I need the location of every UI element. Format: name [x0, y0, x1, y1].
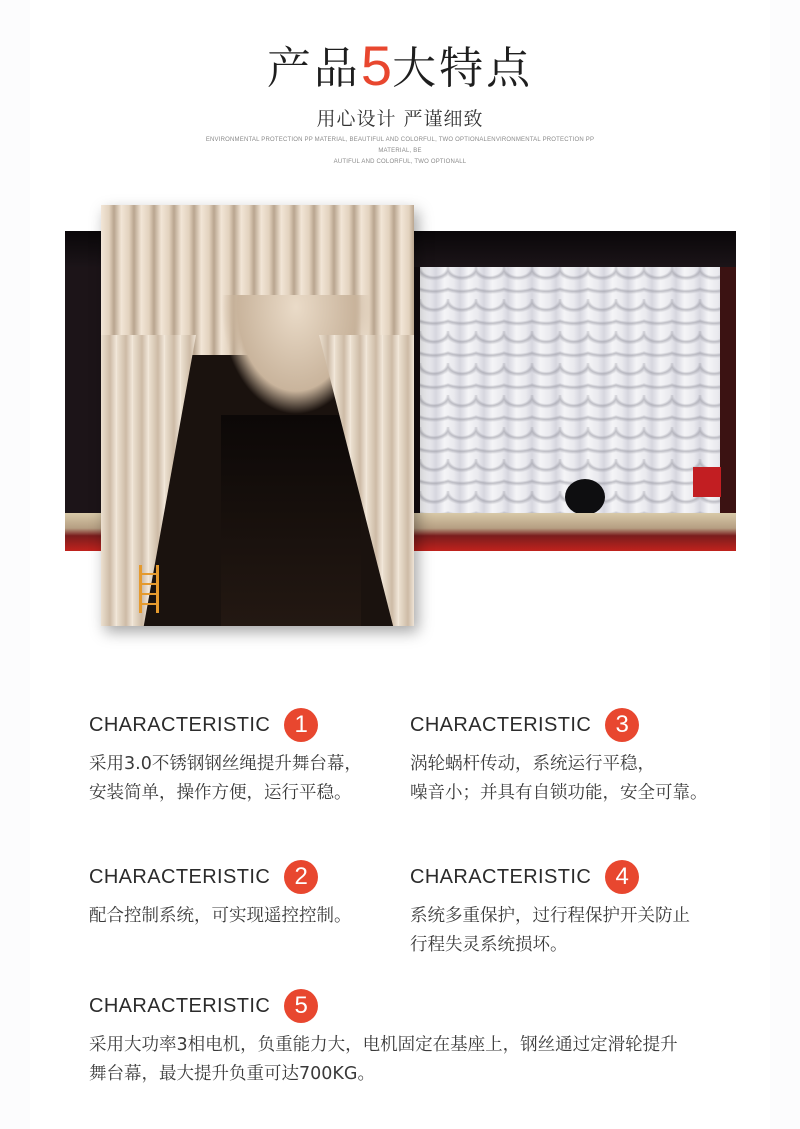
feature-description [89, 750, 362, 808]
feature-3 [410, 708, 708, 808]
photo-left-wall [65, 267, 105, 513]
english-description [200, 135, 600, 168]
title-suffix: 大特点 [392, 43, 534, 94]
feature-line: 安装简单，操作方便，运行平稳。 [89, 783, 352, 803]
feature-line: 系统多重保护，过行程保护开关防止 [410, 906, 690, 926]
feature-label: CHARACTERISTIC [89, 994, 271, 1017]
feature-description [89, 902, 352, 931]
stage-curtain-photo-closeup [101, 205, 414, 626]
feature-label: CHARACTERISTIC [410, 713, 592, 736]
feature-label: CHARACTERISTIC [410, 865, 592, 888]
feature-line: 涡轮蜗杆传动，系统运行平稳， [410, 754, 655, 774]
feature-number-badge: 5 [284, 989, 318, 1023]
feature-4 [410, 860, 690, 960]
feature-line: 采用3.0不锈钢钢丝绳提升舞台幕， [89, 754, 362, 774]
feature-number-badge: 1 [284, 708, 318, 742]
feature-head [410, 860, 690, 894]
english-line-1: ENVIRONMENTAL PROTECTION PP MATERIAL, BEAUTIFUL AND COLORFUL, TWO OPTIONALENVIRONMENTAL PROTECTION PP MATERIAL, BE [205, 137, 595, 154]
red-seat [693, 467, 721, 497]
feature-head [89, 989, 678, 1023]
feature-label: CHARACTERISTIC [89, 713, 271, 736]
feature-description [410, 750, 708, 808]
feature-number-badge: 4 [605, 860, 639, 894]
feature-number-badge: 3 [605, 708, 639, 742]
feature-head [89, 860, 352, 894]
feature-5 [89, 989, 678, 1089]
ladder [139, 565, 159, 613]
feature-line: 采用大功率3相电机，负重能力大，电机固定在基座上，钢丝通过定滑轮提升 [89, 1035, 678, 1055]
photo-right-wall [720, 267, 736, 513]
english-line-2: AUTIFUL AND COLORFUL, TWO OPTIONALL [333, 159, 467, 165]
feature-line: 行程失灵系统损坏。 [410, 935, 568, 955]
feature-1 [89, 708, 362, 808]
stage-speaker [565, 479, 605, 515]
feature-description [410, 902, 690, 960]
feature-line: 噪音小；并具有自锁功能，安全可靠。 [410, 783, 708, 803]
feature-2 [89, 860, 352, 931]
feature-head [410, 708, 708, 742]
page-title [0, 34, 800, 101]
austrian-curtain-image [420, 267, 720, 513]
feature-head [89, 708, 362, 742]
feature-number-badge: 2 [284, 860, 318, 894]
feature-label: CHARACTERISTIC [89, 865, 271, 888]
feature-line: 配合控制系统，可实现遥控控制。 [89, 906, 352, 926]
page-subtitle: 用心设计 严谨细致 [316, 108, 484, 130]
backstage-area [221, 415, 361, 626]
feature-line: 舞台幕，最大提升负重可达700KG。 [89, 1064, 375, 1084]
title-prefix: 产品 [266, 43, 361, 94]
feature-description [89, 1031, 678, 1089]
title-number: 5 [360, 34, 393, 97]
